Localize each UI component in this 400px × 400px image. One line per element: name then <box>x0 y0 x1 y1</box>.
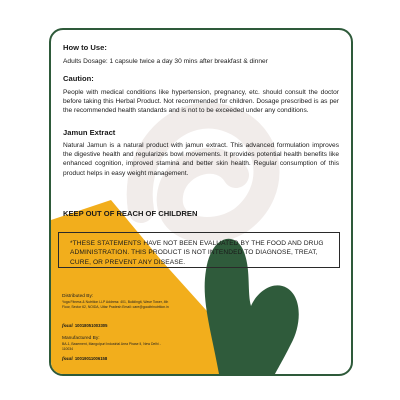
distributor-heading: Distributed By: <box>62 294 94 299</box>
manufacturer-license-number: 10019011006158 <box>74 356 108 361</box>
product-label <box>49 28 353 376</box>
extract-text: Natural Jamun is a natural product with jamun extract. This advanced formulation improves the digestive health and regularizes bowl movements. It provides potential health benefits like enhanced cognition, improved stamina and better skin health. Regular consumption of this product helps in easy weight management. <box>63 142 339 177</box>
dosage-text: Adults Dosage: 1 capsule twice a day 30 mins after breakfast & dinner <box>63 58 268 65</box>
distributor-license-number: 10018051003305 <box>74 323 108 328</box>
label-content <box>51 30 351 374</box>
distributor-details: Yoga Fitness & Nutrition LLP Address: 401, Buildingit, Wave Tower, 4th Floor, Sector 62, NOIDA, Uttar Pradesh Email: care@goodtrinutrition.in <box>62 300 169 309</box>
manufacturer-heading: Manufactured By: <box>62 336 100 341</box>
fssai-logo-icon: fssai <box>62 323 73 328</box>
manufacturer-license <box>62 356 107 361</box>
manufacturer-details: BA-1, Basement, Mangolpuri Industrial Area Phase II, New Delhi - 110034 <box>62 342 161 351</box>
extract-heading: Jamun Extract <box>63 128 116 137</box>
caution-text: People with medical conditions like hypertension, pregnancy, etc. should consult the doctor before taking this Herbal Product. Not recommended for children. Dosage prescribed is as per the recommended health standards and is not to be exceeded under any conditions. <box>63 89 339 115</box>
distributor-license <box>62 323 107 328</box>
how-to-use-heading: How to Use: <box>63 43 107 52</box>
caution-heading: Caution: <box>63 74 94 83</box>
fda-disclaimer-text: *THESE STATEMENTS HAVE NOT BEEN EVALUATED BY THE FOOD AND DRUG ADMINISTRATION. THIS PRODUCT IS NOT INTENDED TO DIAGNOSE, TREAT, CURE, OR PREVENT ANY DISEASE. <box>70 240 324 266</box>
keep-out-warning: KEEP OUT OF REACH OF CHILDREN <box>63 209 198 218</box>
fda-disclaimer-box <box>58 232 340 268</box>
fssai-logo-icon: fssai <box>62 356 73 361</box>
